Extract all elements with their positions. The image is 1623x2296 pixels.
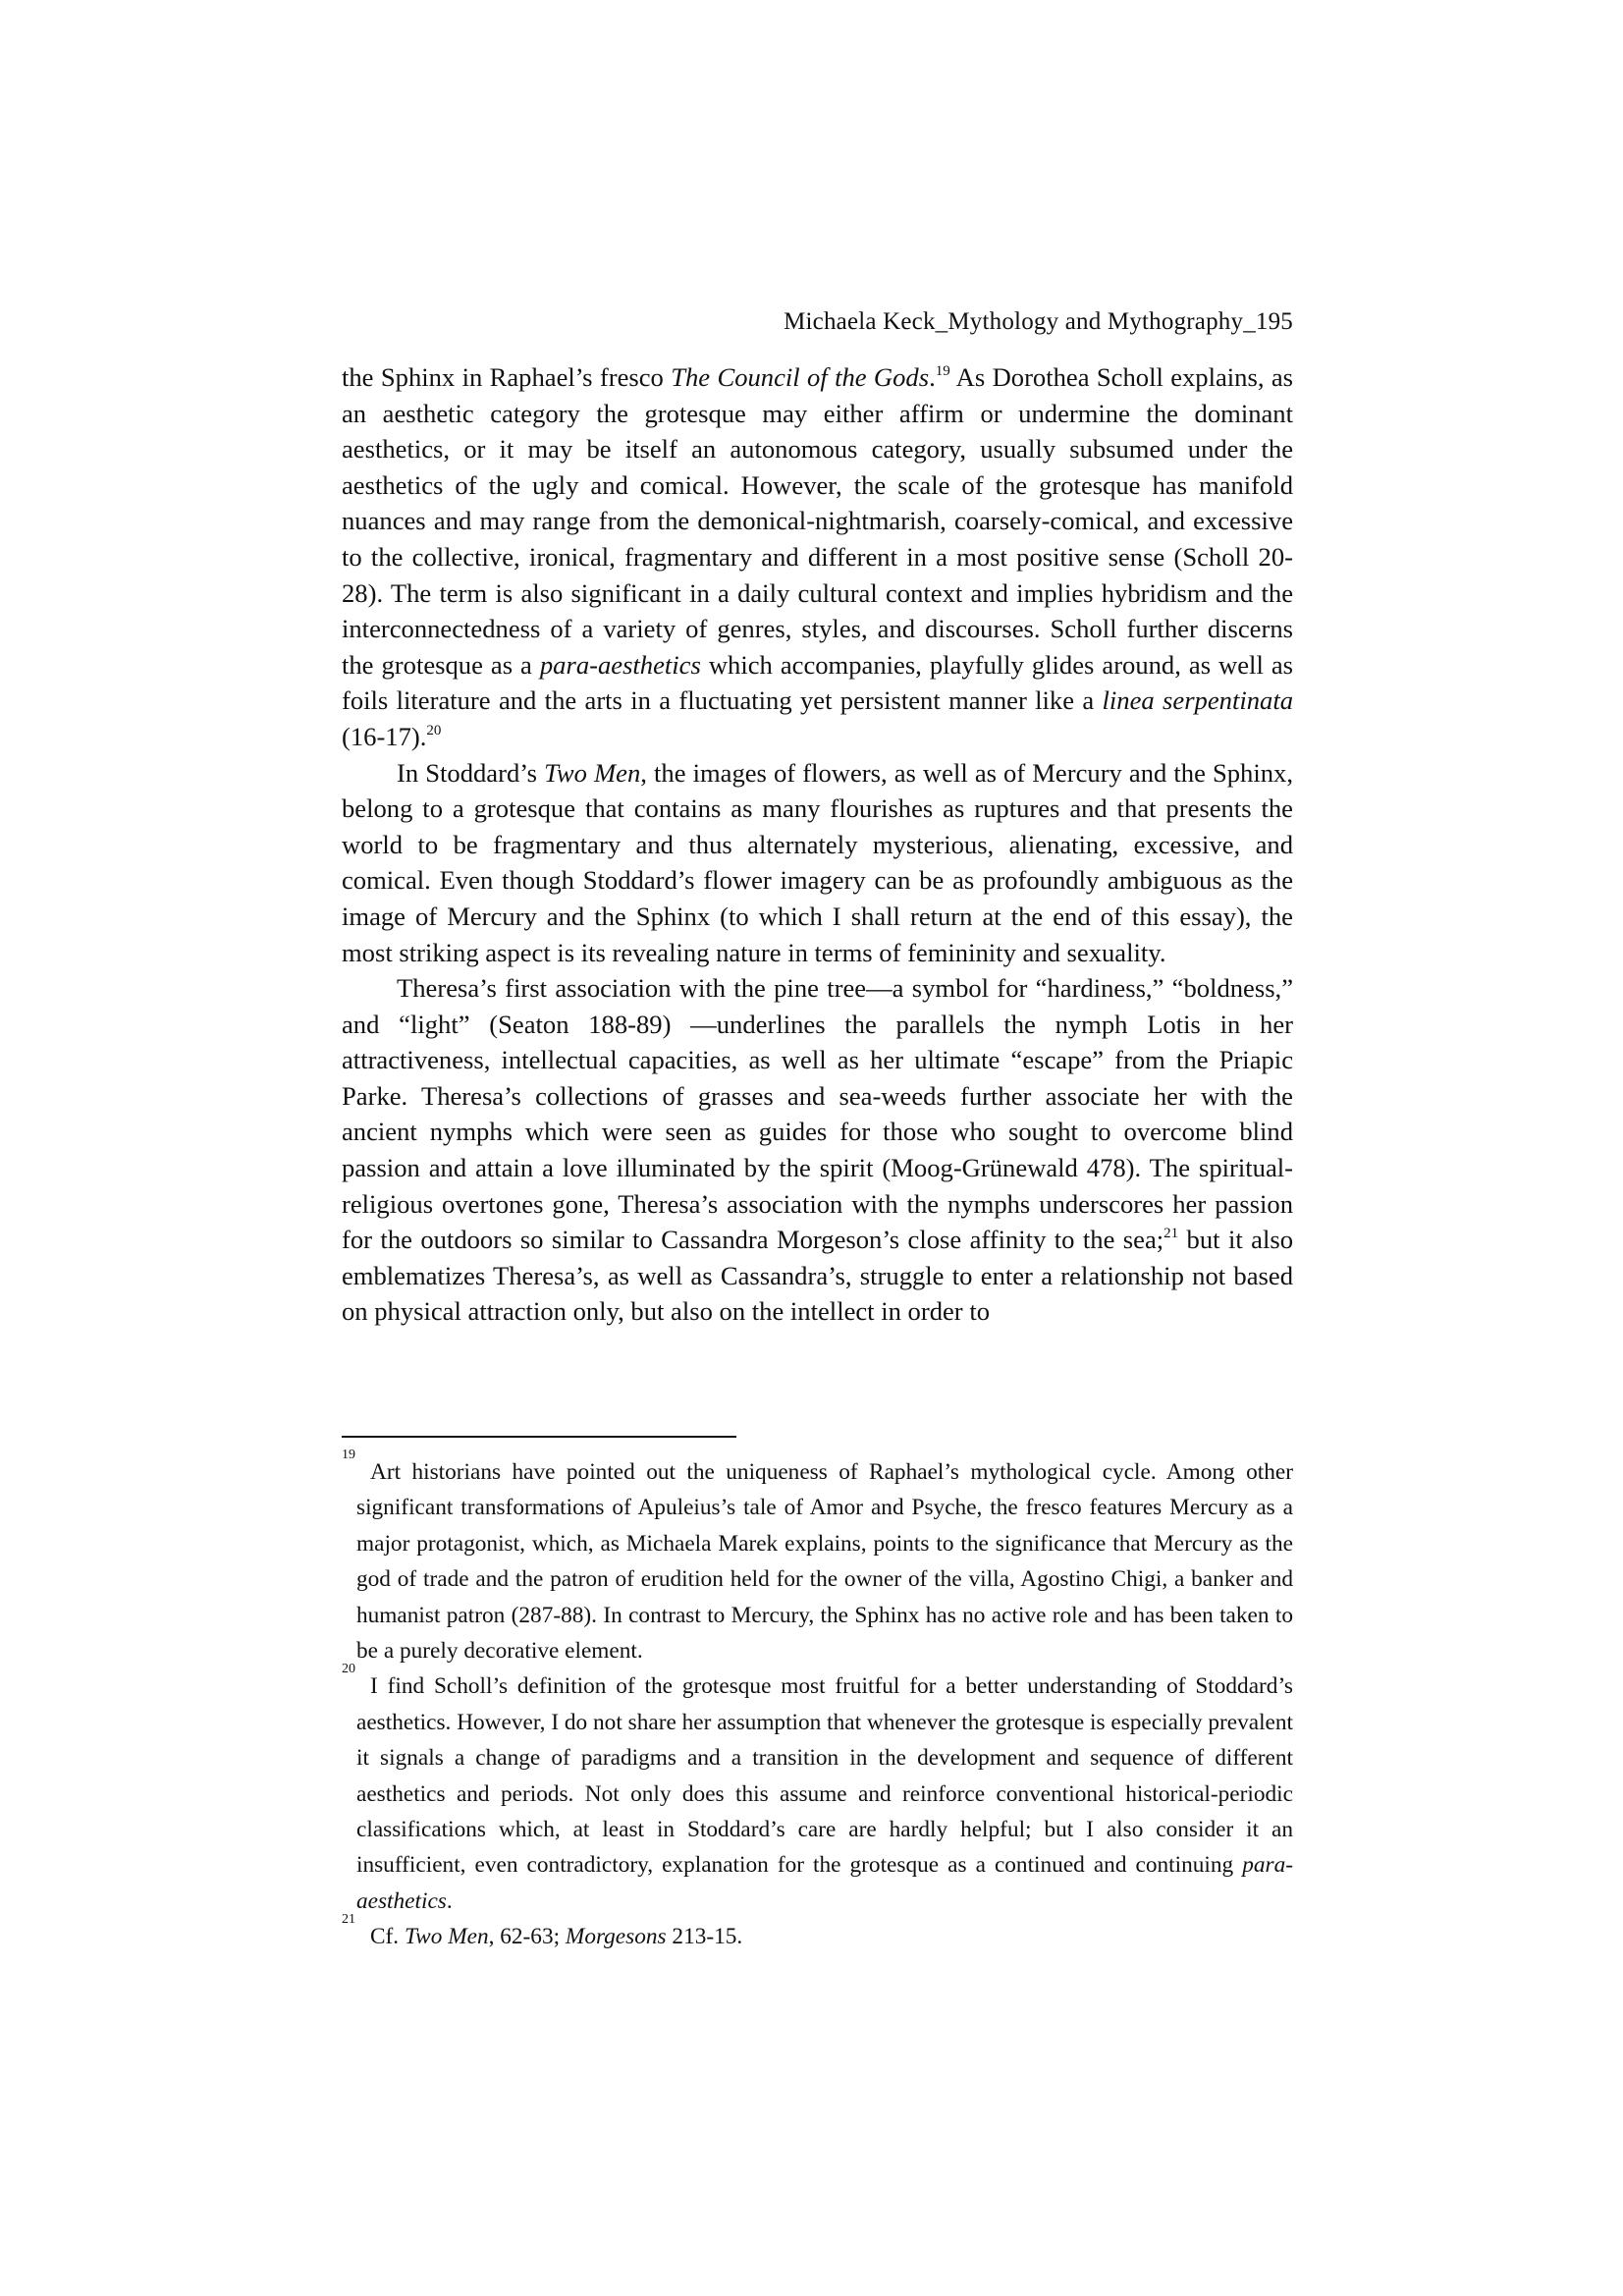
text-run: , the images of flowers, as well as of Mercury and the Sphinx, belong to a grotesque that contains as many flourishes as ruptures and that presents the world to be fragmentary and thus alternately mysterious, alienating, excessive, and comical. Even though Stoddard’s flower imagery can be as profoundly ambiguous as the image of Mercury and the Sphinx (to which I shall return at the end of this essay), the most striking aspect is its revealing nature in terms of femininity and sexuality. xyxy=(342,757,1293,967)
footnote-text xyxy=(356,1454,1293,1668)
italic-term: para-aesthetics xyxy=(356,1852,1293,1914)
italic-title: Two Men xyxy=(404,1924,489,1950)
footnote-21 xyxy=(342,1912,1293,1954)
footnote-number: 19 xyxy=(342,1448,355,1462)
footnote-text xyxy=(356,1668,1293,1919)
text-run: but it also emblematizes Theresa’s, as well as Cassandra’s, struggle to enter a relationship not based on physical attraction only, but also on the intellect in order to xyxy=(342,1225,1293,1327)
text-run: Cf. xyxy=(370,1924,405,1950)
text-run: (16-17). xyxy=(342,721,427,751)
text-run: . xyxy=(929,362,936,392)
footnote-19 xyxy=(342,1448,1293,1668)
text-run: which accompanies, playfully glides around, as well as foils literature and the arts in a fluctuating yet persistent manner like a xyxy=(342,649,1293,716)
italic-title: Morgesons xyxy=(565,1924,667,1950)
footnote-20 xyxy=(342,1662,1293,1919)
text-run: 213-15. xyxy=(666,1924,743,1950)
italic-title: The Council of the Gods xyxy=(671,362,930,392)
footnote-ref-20[interactable]: 20 xyxy=(426,722,442,738)
text-run: I find Scholl’s definition of the grotesque most fruitful for a better understanding of Stoddard’s aesthetics. However, I do not share her assumption that whenever the grotesque is especially prevalent it signals a change of paradigms and a transition in the development and sequence of different aesthetics and periods. Not only does this assume and reinforce conventional historical-periodic classifications which, at least in Stoddard’s care are hardly helpful; but I also consider it an insufficient, even contradictory, explanation for the grotesque as a continued and continuing xyxy=(356,1673,1293,1879)
text-run: Art historians have pointed out the uniqueness of Raphael’s mythological cycle. Among other significant transformations of Apuleius’s tale of Amor and Psyche, the fresco features Mercury as a major protagonist, which, as Michaela Marek explains, points to the significance that Mercury as the god of trade and the patron of erudition held for the owner of the villa, Agostino Chigi, a banker and humanist patron (287-88). In contrast to Mercury, the Sphinx has no active role and has been taken to be a purely decorative element. xyxy=(356,1459,1293,1665)
italic-term: linea serpentinata xyxy=(1102,685,1294,716)
footnote-ref-21[interactable]: 21 xyxy=(1163,1226,1179,1242)
paragraph-1 xyxy=(342,359,1293,755)
text-run: . xyxy=(446,1887,453,1914)
running-head: Michaela Keck_Mythology and Mythography_195 xyxy=(784,308,1293,335)
text-run: Theresa’s first association with the pine tree—a symbol for “hardiness,” “boldness,” and “light” (Seaton 188-89) —underlines the parallels the nymph Lotis in her attractiveness, intellectual capacities, as well as her ultimate “escape” from the Priapic Parke. Theresa’s collections of grasses and sea-weeds further associate her with the ancient nymphs which were seen as guides for those who sought to overcome blind passion and attain a love illuminated by the spirit (Moog-Grünewald 478). The spiritual-religious overtones gone, Theresa’s association with the nymphs underscores her passion for the outdoors so similar to Cassandra Morgeson’s close affinity to the sea; xyxy=(342,973,1293,1255)
footnotes xyxy=(342,1448,1293,1955)
italic-title: Two Men xyxy=(544,757,641,788)
paragraph-3 xyxy=(342,970,1293,1330)
footnote-number: 21 xyxy=(342,1912,355,1928)
italic-term: para-aesthetics xyxy=(539,649,701,680)
footnote-divider xyxy=(342,1436,736,1438)
text-run: , 62-63; xyxy=(488,1924,566,1950)
paragraph-2 xyxy=(342,755,1293,971)
text-run: As Dorothea Scholl explains, as an aesthetic category the grotesque may either affirm or undermine the dominant aesthetics, or it may be itself an autonomous category, usually subsumed under the aesthetics of the ugly and comical. However, the scale of the grotesque has manifold nuances and may range from the demonical-nightmarish, coarsely-comical, and excessive to the collective, ironical, fragmentary and different in a most positive sense (Scholl 20-28). The term is also significant in a daily cultural context and implies hybridism and the interconnectedness of a variety of genres, styles, and discourses. Scholl further discerns the grotesque as a xyxy=(342,362,1293,680)
text-run: In Stoddard’s xyxy=(397,757,545,788)
footnote-ref-19[interactable]: 19 xyxy=(935,363,950,379)
text-run: the Sphinx in Raphael’s fresco xyxy=(342,362,672,392)
footnote-number: 20 xyxy=(342,1662,355,1677)
footnote-text xyxy=(356,1919,1293,1954)
body-text xyxy=(342,359,1293,1330)
